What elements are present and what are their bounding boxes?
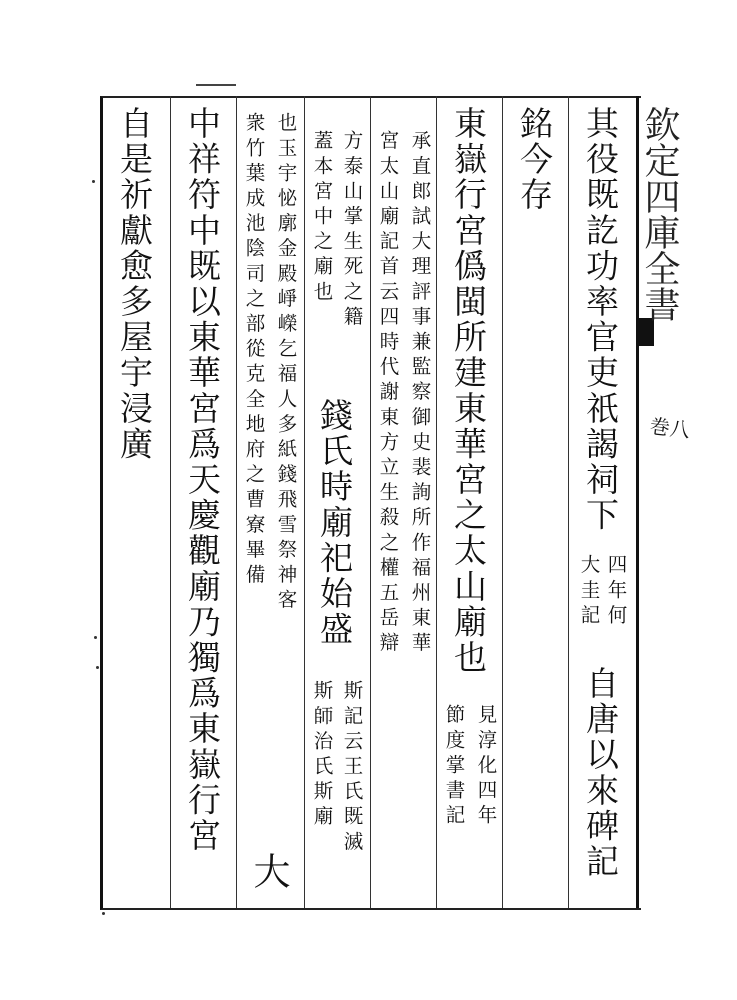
scan-speck [92, 180, 95, 183]
note-column-1b: 大圭記 [577, 554, 601, 630]
note-column-8: 衆竹葉成池陰司之部從克全地府之曹寮畢備 [242, 112, 266, 589]
scan-speck [96, 666, 99, 669]
margin-title: 欽定四庫全書 [639, 106, 680, 322]
text-column-1: 其役既訖功率官吏祇謁祠下 [581, 106, 620, 534]
text-column-5: 錢氏時廟祀始盛 [315, 398, 354, 648]
top-rule-mark [196, 84, 236, 86]
column-rule [568, 96, 569, 908]
note-column-4a: 承直郎試大理評事兼監察御史裴詢所作福州東華 [408, 130, 432, 658]
note-column-3a: 見淳化四年 [474, 704, 498, 830]
note-column-6b: 斯師治氏斯廟 [310, 680, 334, 831]
note-column-4b: 宮太山廟記首云四時代謝東方立生殺之權五岳辯 [376, 130, 400, 658]
column-rule [236, 96, 237, 908]
margin-page-note: 巻八 [648, 413, 691, 443]
text-column-3: 東嶽行宮僞閩所建東華宮之太山廟也 [449, 106, 488, 676]
note-column-6a: 蓋本宮中之廟也 [310, 130, 334, 306]
note-column-3b: 節度掌書記 [442, 704, 466, 830]
note-column-5b: 斯記云王氏既滅 [340, 680, 364, 856]
note-column-1a: 四年何 [604, 554, 628, 630]
note-column-7: 也玉宇怭廓金殿崢嶸乞福人多紙錢飛雪祭神客 [274, 112, 298, 614]
column-rule [170, 96, 171, 908]
text-column-9: 中祥符中既以東華宮爲天慶觀廟乃獨爲東嶽行宮 [183, 106, 222, 854]
scan-speck [94, 636, 97, 639]
text-column-2: 銘今存 [515, 106, 554, 213]
fishtail-marker [638, 318, 654, 346]
scan-speck [102, 912, 105, 915]
text-column-7: 大 [247, 852, 290, 889]
text-column-1-cont: 自唐以來碑記 [581, 666, 620, 880]
column-rule [502, 96, 503, 908]
note-column-5a: 方泰山掌生死之籍 [340, 130, 364, 331]
column-rule [436, 96, 437, 908]
column-rule [370, 96, 371, 908]
column-rule [304, 96, 305, 908]
text-column-10: 自是祈獻愈多屋宇浸廣 [115, 106, 154, 462]
